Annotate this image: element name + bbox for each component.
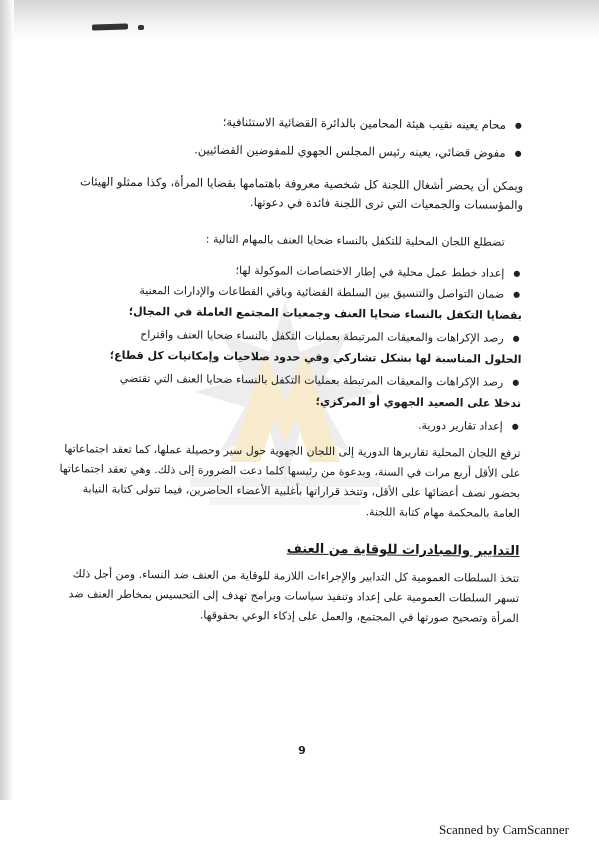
page-number: 9: [298, 744, 306, 757]
list-item: ● رصد الإكراهات والمعيقات المرتبطة بعمليات التكفل بالنساء ضحايا العنف واقتراح: [60, 326, 522, 346]
scan-top-shadow: [0, 0, 599, 40]
list-item-continuation: تدخلا على الصعيد الجهوي أو المركزي؛: [315, 394, 522, 410]
missions-list: [60, 261, 522, 302]
prevention-paragraph: تتخذ السلطات العمومية كل التدابير والإجراءات اللازمة للوقاية من العنف ضد النساء. ومن أجل ذلك تسهر السلطات العمومية على إعداد وتنفيذ سياسات وبرامج تهدف إلى التحسيس بمخاطر العنف ضد المرأة وتصحيح صورتها في المجتمع، والعمل على إذكاء الوعي بحقوقها.: [68, 567, 520, 625]
section-heading: التدابير والمبادرات للوقاية من العنف: [286, 541, 520, 559]
document-body: [56, 113, 524, 738]
list-item: ● رصد الإكراهات والمعيقات المرتبطة بعمليات التكفل بالنساء ضحايا العنف التي تقتضي: [59, 370, 521, 390]
missions-list-4: [59, 414, 521, 434]
list-item: ● محام يعينه نقيب هيئة المحامين بالدائرة القضائية الاستئنافية؛: [62, 113, 524, 133]
list-item: ● إعداد تقارير دورية.: [59, 414, 521, 434]
list-item: ● ضمان التواصل والتنسيق بين السلطة القضائية وباقي القطاعات والإدارات المعنية: [60, 282, 522, 302]
scan-left-shadow: [0, 0, 14, 800]
reports-paragraph: ترفع اللجان المحلية تقاريرها الدورية إلى اللجان الجهوية حول سير وحصيلة عملها، كما تعقد اجتماعاتها على الأقل أربع مرات في السنة، وبدعوة من رئيسها كلما دعت الضرورة إلى ذلك. وهي تعقد اجتماعاتها بحضور نصف أعضائها على الأقل، وتتخذ قراراتها بأغلبية الأعضاء الحاضرين، فيما تتولى كتابة النيابة العامة بالمحكمة مهام كتابة اللجنة.: [59, 442, 521, 520]
scanner-footer: Scanned by CamScanner: [439, 822, 569, 837]
scan-ink-mark: [92, 23, 128, 30]
missions-list-3: [59, 370, 521, 390]
list-item-continuation: الحلول المناسبة لها بشكل تشاركي وفي حدود صلاحيات وإمكانيات كل قطاع؛: [109, 348, 522, 366]
list-item: ● مفوض قضائي، يعينه رئيس المجلس الجهوي للمفوضين القضائيين.: [62, 141, 524, 161]
scan-ink-dot: [138, 25, 144, 30]
intro-paragraph: ويمكن أن يحضر أشغال اللجنة كل شخصية معروفة باهتمامها بقضايا المرأة، وكذا ممثلو الهيئات والمؤسسات والجمعيات التي ترى اللجنة فائدة في دعوتها.: [79, 174, 524, 212]
list-item-continuation: بقضايا التكفل بالنساء ضحايا العنف وجمعيات المجتمع العاملة في المجال؛: [128, 304, 522, 322]
missions-lead: تضطلع اللجان المحلية للتكفل بالنساء ضحايا العنف بالمهام التالية :: [205, 232, 505, 249]
missions-list-2: [60, 326, 522, 346]
committee-members-list: [62, 113, 524, 161]
list-item: ● إعداد خطط عمل محلية في إطار الاختصاصات الموكولة لها؛: [60, 261, 522, 281]
